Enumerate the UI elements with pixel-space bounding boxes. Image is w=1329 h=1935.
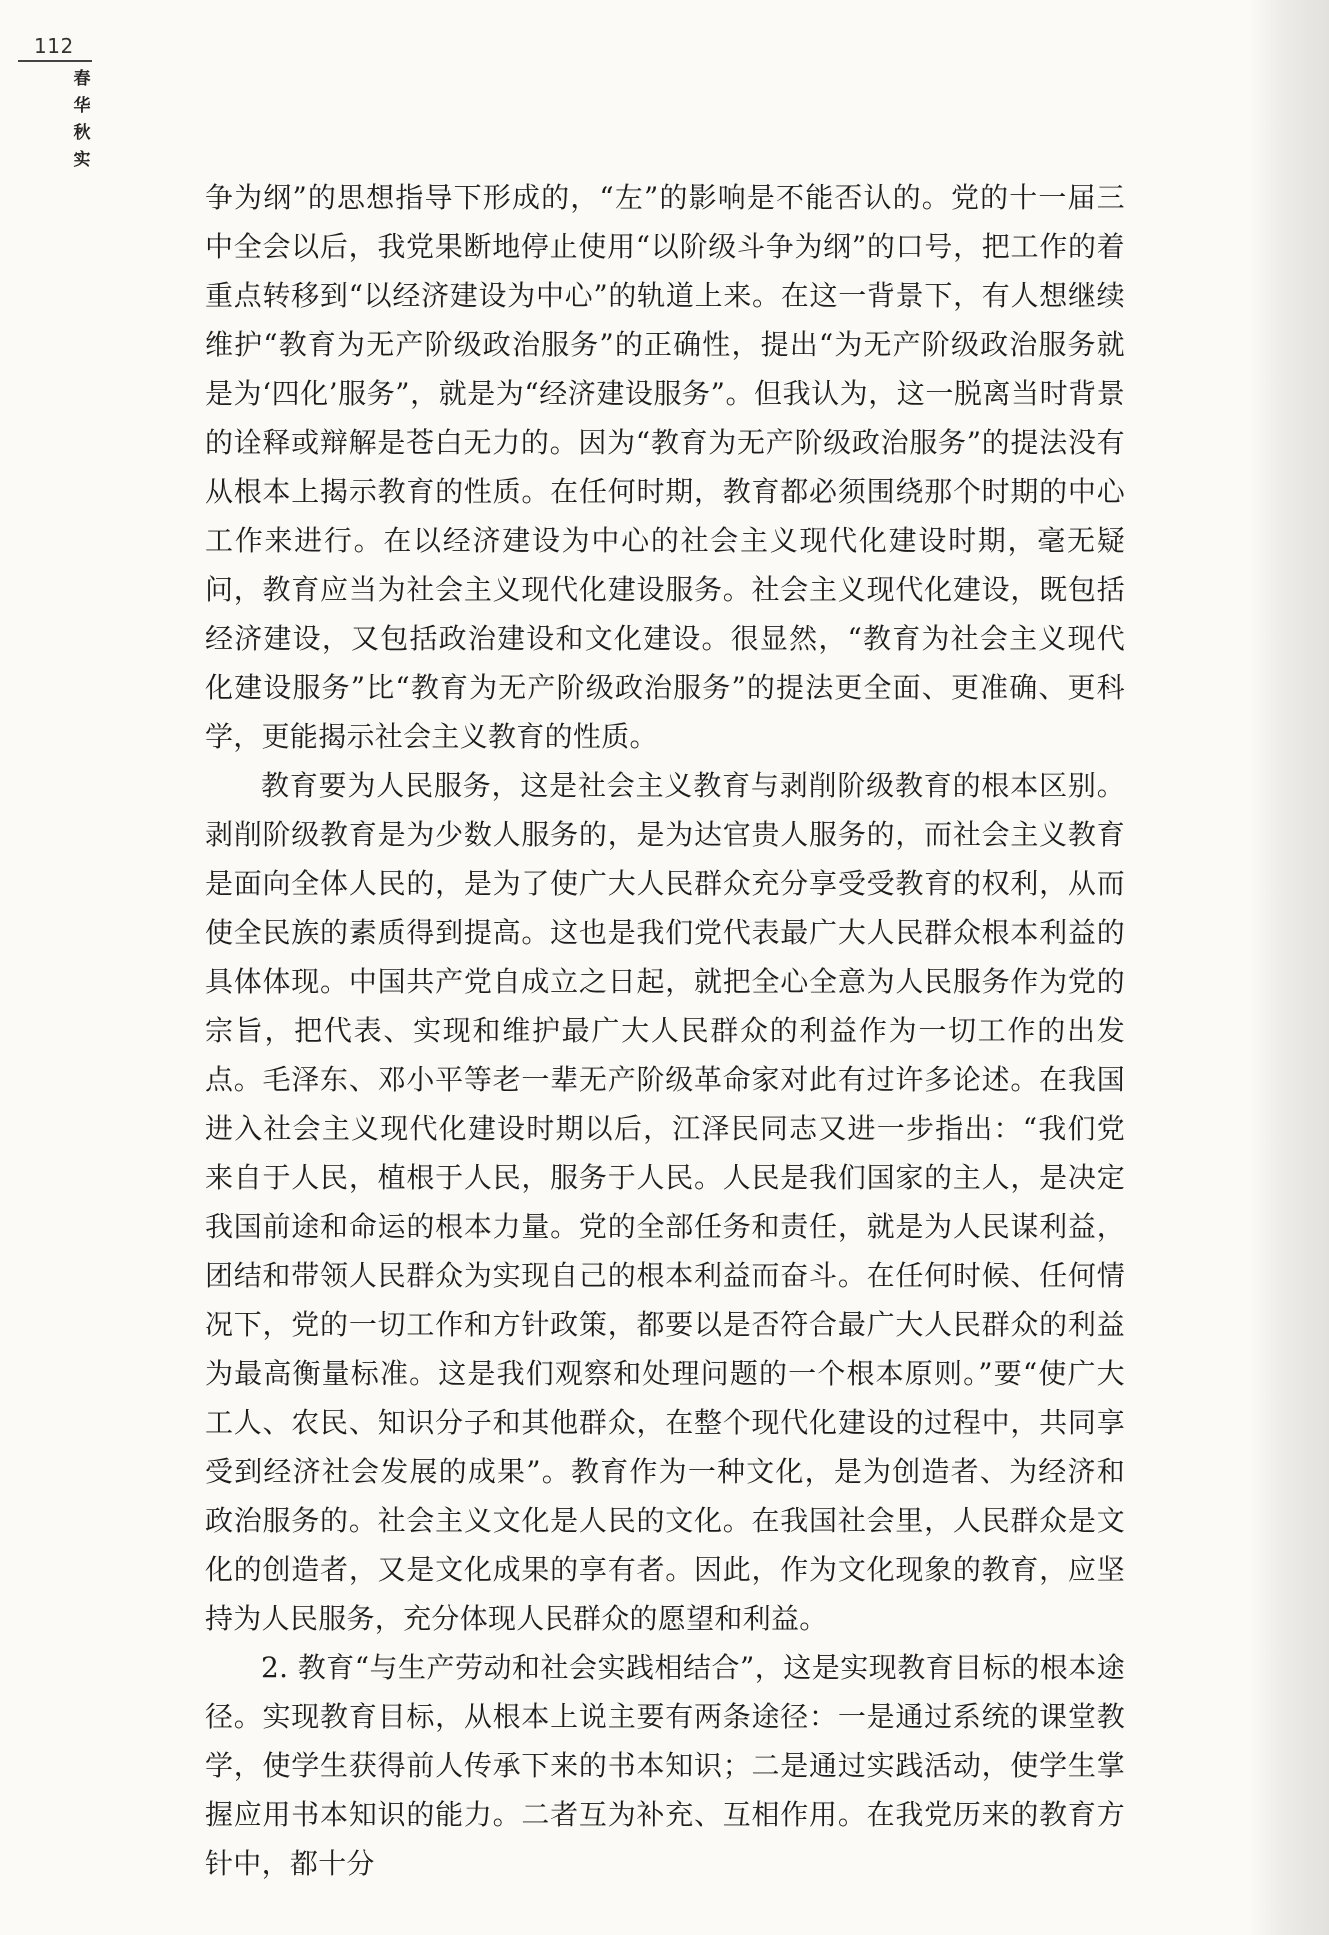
paragraph-numbered-point: 2. 教育“与生产劳动和社会实践相结合”，这是实现教育目标的根本途径。实现教育目标，从根本上说主要有两条途径：一是通过系统的课堂教学，使学生获得前人传承下来的书本知识；二是通过实践活动，使学生掌握应用书本知识的能力。二者互为补充、互相作用。在我党历来的教育方针中，都十分 [205, 1651, 1125, 1880]
body-text [205, 173, 1125, 1888]
header-rule [18, 60, 92, 62]
page-number: 112 [34, 34, 74, 58]
running-head-series-title: 春华秋实 [73, 69, 91, 170]
paragraph: 教育要为人民服务，这是社会主义教育与剥削阶级教育的根本区别。剥削阶级教育是为少数人服务的，是为达官贵人服务的，而社会主义教育是面向全体人民的，是为了使广大人民群众充分享受受教育的权利，从而使全民族的素质得到提高。这也是我们党代表最广大人民群众根本利益的具体体现。中国共产党自成立之日起，就把全心全意为人民服务作为党的宗旨，把代表、实现和维护最广大人民群众的利益作为一切工作的出发点。毛泽东、邓小平等老一辈无产阶级革命家对此有过许多论述。在我国进入社会主义现代化建设时期以后，江泽民同志又进一步指出：“我们党来自于人民，植根于人民，服务于人民。人民是我们国家的主人，是决定我国前途和命运的根本力量。党的全部任务和责任，就是为人民谋利益，团结和带领人民群众为实现自己的根本利益而奋斗。在任何时候、任何情况下，党的一切工作和方针政策，都要以是否符合最广大人民群众的利益为最高衡量标准。这是我们观察和处理问题的一个根本原则。”要“使广大工人、农民、知识分子和其他群众，在整个现代化建设的过程中，共同享受到经济社会发展的成果”。教育作为一种文化，是为创造者、为经济和政治服务的。社会主义文化是人民的文化。在我国社会里，人民群众是文化的创造者，又是文化成果的享有者。因此，作为文化现象的教育，应坚持为人民服务，充分体现人民群众的愿望和利益。 [205, 769, 1125, 1635]
paragraph-continued: 争为纲”的思想指导下形成的，“左”的影响是不能否认的。党的十一届三中全会以后，我党果断地停止使用“以阶级斗争为纲”的口号，把工作的着重点转移到“以经济建设为中心”的轨道上来。在这一背景下，有人想继续维护“教育为无产阶级政治服务”的正确性，提出“为无产阶级政治服务就是为‘四化’服务”，就是为“经济建设服务”。但我认为，这一脱离当时背景的诠释或辩解是苍白无力的。因为“教育为无产阶级政治服务”的提法没有从根本上揭示教育的性质。在任何时期，教育都必须围绕那个时期的中心工作来进行。在以经济建设为中心的社会主义现代化建设时期，毫无疑问，教育应当为社会主义现代化建设服务。社会主义现代化建设，既包括经济建设，又包括政治建设和文化建设。很显然，“教育为社会主义现代化建设服务”比“教育为无产阶级政治服务”的提法更全面、更准确、更科学，更能揭示社会主义教育的性质。 [205, 181, 1125, 753]
page-gutter-shadow [1249, 0, 1329, 1935]
